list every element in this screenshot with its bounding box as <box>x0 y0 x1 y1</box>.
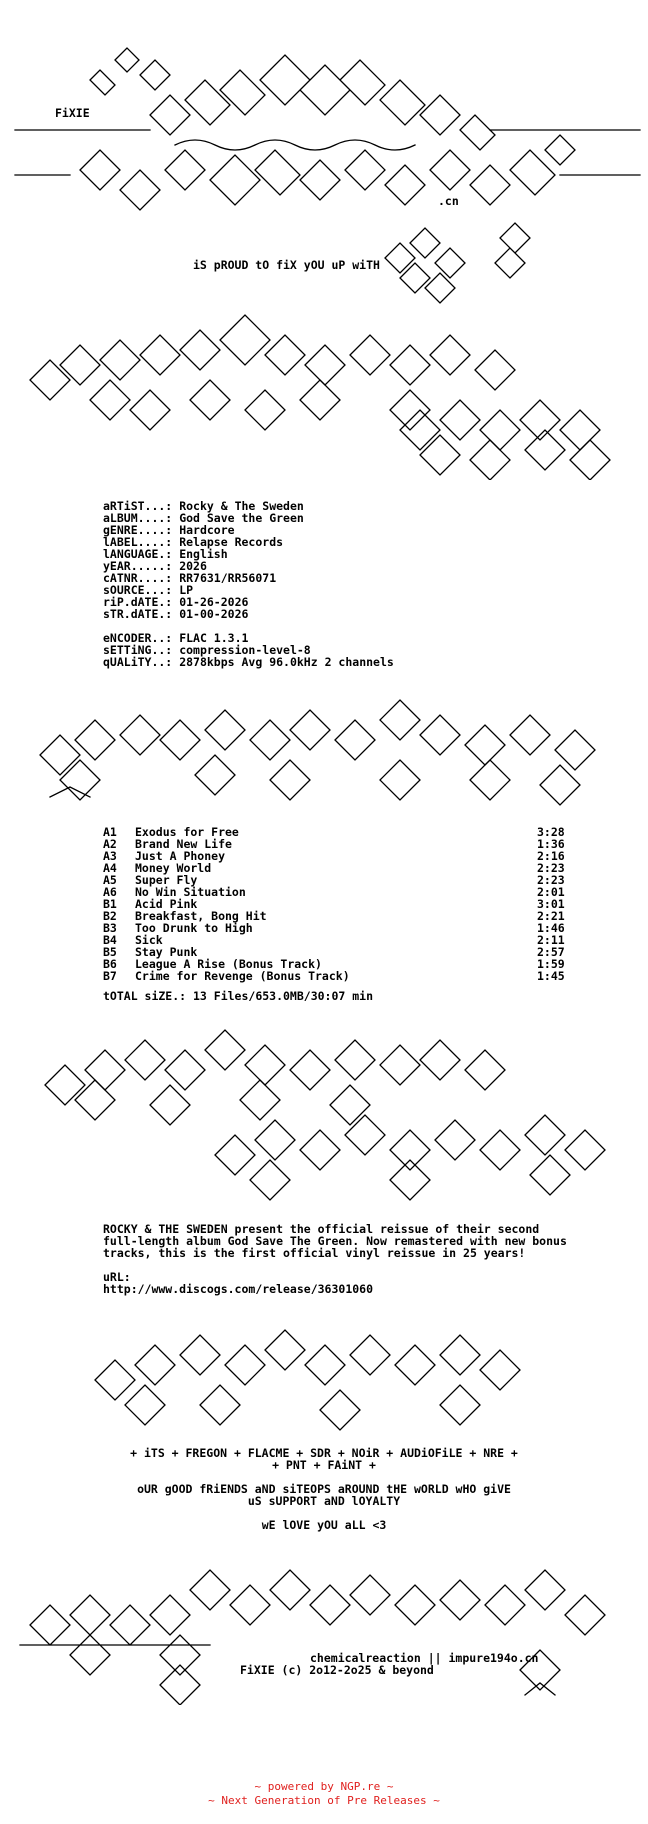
track-number: B7 <box>103 969 117 983</box>
track-title: Acid Pink <box>135 897 198 911</box>
info-value: Relapse Records <box>179 535 284 549</box>
notes-line: full-length album God Save The Green. Now remastered with new bonus <box>103 1234 567 1248</box>
info-label: aLBUM....: <box>103 511 173 525</box>
track-title: Stay Punk <box>135 945 198 959</box>
info-label: sOURCE...: <box>103 583 173 597</box>
track-number: A3 <box>103 849 117 863</box>
track-number: A5 <box>103 873 117 887</box>
track-duration: 1:46 <box>537 921 565 935</box>
track-duration: 3:01 <box>537 897 565 911</box>
track-number: B1 <box>103 897 117 911</box>
greets-groups: + iTS + FREGON + FLACME + SDR + NOiR + AUDiOFiLE + NRE + <box>130 1446 518 1460</box>
info-value: compression-level-8 <box>179 643 311 657</box>
group-tag: FiXIE <box>55 106 90 120</box>
track-duration: 3:28 <box>537 825 565 839</box>
info-label: aRTiST...: <box>103 499 173 513</box>
info-value: 01-26-2026 <box>179 595 249 609</box>
track-duration: 2:11 <box>537 933 565 947</box>
info-label: sETTiNG..: <box>103 643 173 657</box>
info-value: 2878kbps Avg 96.0kHz 2 channels <box>179 655 394 669</box>
total-size: tOTAL siZE.: 13 Files/653.0MB/30:07 min <box>103 989 374 1003</box>
track-number: B6 <box>103 957 117 971</box>
track-title: Breakfast, Bong Hit <box>135 909 267 923</box>
track-duration: 2:21 <box>537 909 565 923</box>
encoding-row <box>103 656 394 668</box>
table-row <box>103 922 577 934</box>
greets-groups-2: + PNT + FAiNT + <box>272 1458 376 1472</box>
release-title-art <box>0 300 648 480</box>
track-number: B3 <box>103 921 117 935</box>
info-value: 01-00-2026 <box>179 607 249 621</box>
ornament-art <box>0 218 648 308</box>
info-value: RR7631/RR56071 <box>179 571 277 585</box>
track-duration: 2:16 <box>537 849 565 863</box>
track-number: A1 <box>103 825 117 839</box>
release-url-link[interactable]: http://www.discogs.com/release/36301060 <box>103 1282 374 1296</box>
info-label: eNCODER..: <box>103 631 173 645</box>
url-label: uRL: <box>103 1270 131 1284</box>
track-title: Just A Phoney <box>135 849 226 863</box>
info-label: yEAR.....: <box>103 559 173 573</box>
track-title: Exodus for Free <box>135 825 239 839</box>
signature-copyright: FiXIE (c) 2o12-2o25 & beyond <box>240 1663 434 1677</box>
info-value: Hardcore <box>179 523 235 537</box>
track-duration: 2:23 <box>537 873 565 887</box>
track-number: B4 <box>103 933 117 947</box>
info-label: cATNR....: <box>103 571 173 585</box>
info-label: qUALiTY..: <box>103 655 173 669</box>
track-title: Brand New Life <box>135 837 232 851</box>
track-duration: 1:59 <box>537 957 565 971</box>
info-label: gENRE....: <box>103 523 173 537</box>
info-value: LP <box>179 583 194 597</box>
track-title: Sick <box>135 933 163 947</box>
track-title: No Win Situation <box>135 885 246 899</box>
info-value: English <box>179 547 228 561</box>
info-label: sTR.dATE.: <box>103 607 173 621</box>
info-label: lANGUAGE.: <box>103 547 173 561</box>
greets-friends: oUR gOOD fRiENDS aND siTEOPS aROUND tHE wORLD wHO giVE <box>137 1482 511 1496</box>
info-row <box>103 608 394 620</box>
info-value: 2026 <box>179 559 207 573</box>
signature-art <box>0 1545 648 1705</box>
info-label: riP.dATE.: <box>103 595 173 609</box>
track-number: B2 <box>103 909 117 923</box>
track-title: Crime for Revenge (Bonus Track) <box>135 969 350 983</box>
proud-line: iS pROUD tO fiX yOU uP wiTH <box>193 258 380 272</box>
table-row <box>103 970 577 982</box>
header-logo-art <box>0 20 648 220</box>
track-title: Money World <box>135 861 212 875</box>
track-number: A6 <box>103 885 117 899</box>
signature-site: chemicalreaction || impure194o.cn <box>310 1651 539 1665</box>
track-number: A2 <box>103 837 117 851</box>
greets-love: wE lOVE yOU aLL <3 <box>261 1518 387 1532</box>
track-duration: 1:36 <box>537 837 565 851</box>
track-duration: 2:57 <box>537 945 565 959</box>
track-title: Super Fly <box>135 873 198 887</box>
release-info <box>103 500 394 668</box>
footer-powered: ~ powered by NGP.re ~ <box>254 1780 394 1793</box>
track-number: A4 <box>103 861 117 875</box>
track-duration: 2:23 <box>537 861 565 875</box>
notes-title-art <box>0 1010 648 1215</box>
release-notes <box>103 1223 567 1295</box>
greets-friends-2: uS sUPPORT aND lOYALTY <box>247 1494 401 1508</box>
track-title: Too Drunk to High <box>135 921 253 935</box>
tracklist <box>103 826 577 982</box>
notes-line: tracks, this is the first official vinyl reissue in 25 years! <box>103 1246 526 1260</box>
site-tag: .cn <box>438 194 459 208</box>
footer-tagline: ~ Next Generation of Pre Releases ~ <box>208 1794 440 1807</box>
track-duration: 1:45 <box>537 969 565 983</box>
greets-title-art <box>0 1310 648 1435</box>
notes-line: ROCKY & THE SWEDEN present the official reissue of their second <box>103 1222 540 1236</box>
track-number: B5 <box>103 945 117 959</box>
tracklist-title-art <box>0 685 648 810</box>
info-value: God Save the Green <box>179 511 304 525</box>
track-duration: 2:01 <box>537 885 565 899</box>
info-label: lABEL....: <box>103 535 173 549</box>
info-value: FLAC 1.3.1 <box>179 631 249 645</box>
track-title: League A Rise (Bonus Track) <box>135 957 322 971</box>
info-value: Rocky & The Sweden <box>179 499 304 513</box>
